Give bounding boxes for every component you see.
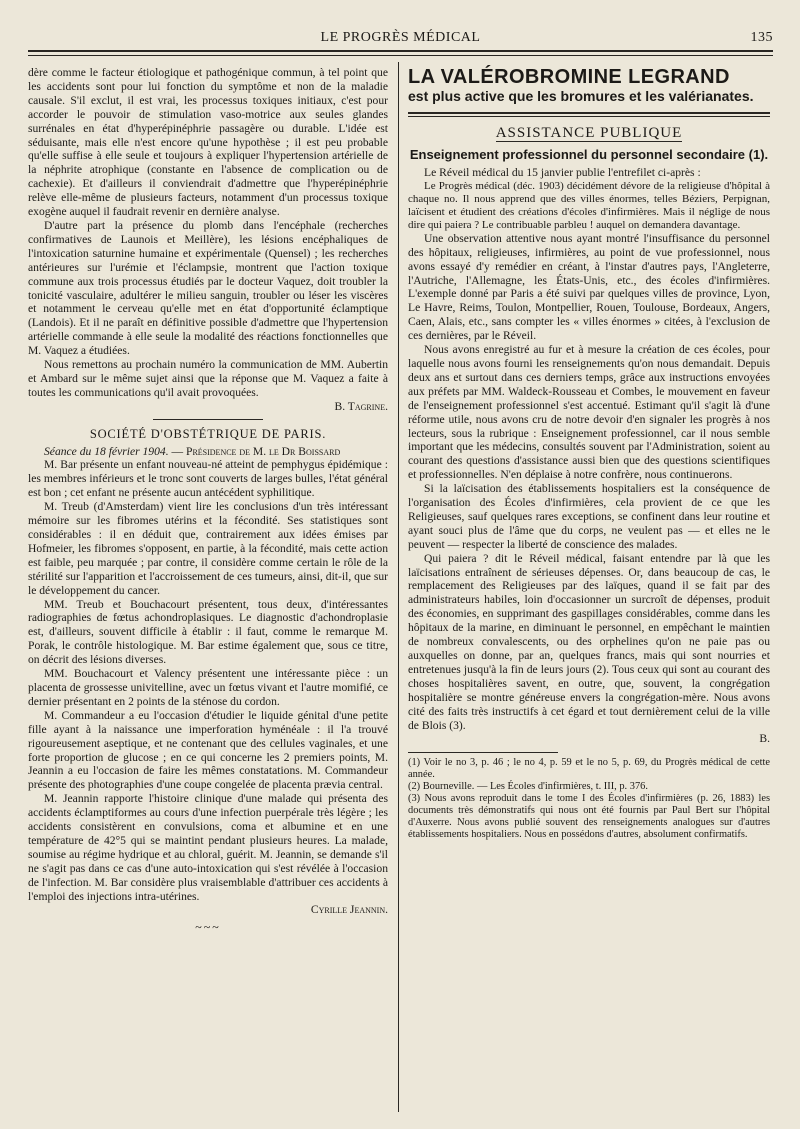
- right-column: [408, 66, 770, 841]
- paragraph: Le Réveil médical du 15 janvier publie l'entrefilet ci-après :: [424, 165, 701, 179]
- paragraph: M. Treub (d'Amsterdam) vient lire les conclusions d'un très intéressant mémoire sur les fibromes utérins et la fécondité. Ses statistiques sont considérables : il en déduit que, contrairement aux idées émises par Hofmeier, les fibromes s'opposent, en partie, à la fécondité, mais cette action est faible, peu marquée ; par contre, il considère comme certain le rôle de la stérilité sur l'apparition et l'accroissement de ces tumeurs, ainsi, dit-il, que sur le développement du cancer.: [28, 500, 388, 597]
- quoted-excerpt: Le Progrès médical (déc. 1903) décidément dévore de la religieuse d'hôpital à chaque no. Il nous apprend que des villes énormes, telles Béziers, Perpignan, laïcisent et étudient des créations d'écoles d'infirmières. Mais il néglige de nous dire qui paiera ? Le contribuable parbleu ! auquel on demandera davantage.: [408, 179, 770, 231]
- paragraph: Une observation attentive nous ayant montré l'insuffisance du personnel des hôpitaux, religieuses, infirmières, au point de vue professionnel, nous avons essayé d'y remédier en créant, à l'instar d'autres pays, l'Angleterre, l'Autriche, l'Allemagne, les États-Unis, etc., des écoles d'infirmières. L'exemple donné par Paris a été suivi par quelques villes de province, Lyon, Le Havre, Reims, Toulon, Montpellier, Rouen, Toulouse, Bordeaux, Angers, Caen, Alais, etc., sans compter les « villes énormes » citées, à l'exclusion de ces dernières, par le Réveil.: [408, 231, 770, 343]
- advertisement: [408, 66, 770, 104]
- section-title: [408, 127, 770, 141]
- footnote: (3) Nous avons reproduit dans le tome I des Écoles d'infirmières (p. 26, 1883) les documents très démonstratifs qui nous ont été fournis par Paul Bert sur l'hôpital d'Auxerre. Nous avons publié souvent des renseignements analogues sur d'autres établissements hospitaliers. Nous en possédons d'autres, absolument confirmatifs.: [408, 793, 770, 841]
- signature: B. Tagrine.: [334, 399, 388, 413]
- header-rule-thin: [28, 55, 773, 56]
- ad-rule: [408, 112, 770, 114]
- footnote: (2) Bourneville. — Les Écoles d'infirmières, t. III, p. 376.: [408, 781, 648, 793]
- left-column: [28, 66, 388, 935]
- subsection-title: Enseignement professionnel du personnel secondaire (1).: [409, 146, 769, 162]
- column-separator: [398, 62, 399, 1112]
- paragraph: Nous avons enregistré au fur et à mesure la création de ces écoles, pour laquelle nous avons fourni les renseignements qu'on nous demandait. Depuis deux ans et surtout dans ces derniers temps, grâce aux instructions envoyées aux préfets par MM. Waldeck-Rousseau et Combes, le mouvement en faveur de l'enseignement professionnel s'est accentué. Estimant qu'il s'agit là d'une réforme utile, nous avons cru de notre devoir d'en signaler les progrès à nos lecteurs, sous la rubrique : Enseignement professionnel, car il nous semble important que les médecins, consultés souvent par l'Administration, soient au courant des questions d'assistance aussi bien que des questions scientifiques et professionnelles. N'en déplaise à notre confrère, nous continuerons.: [408, 343, 770, 482]
- paragraph: dère comme le facteur étiologique et pathogénique commun, à tel point que les accidents sont pour lui fonction du symptôme et non de la maladie causale. S'il exclut, il est vrai, les processus toxiques initiaux, c'est pour accorder le pouvoir de stimulation vaso-motrice aux seules glandes surrénales en état d'hyperépinéphrie passagère ou durable. L'idée est séduisante, mais elle n'est encore qu'une hypothèse ; il est peu probable qu'elle suffise à elle seule et toujours à expliquer l'hypertension artérielle de la néphrite atrophique (constante en l'absence de complication ou de cachexie). Et d'ailleurs il conviendrait d'admettre que l'hyperépinéphrie relève elle-même de plusieurs facteurs, notamment d'un processus toxique exogène auquel il faudrait revenir en dernière analyse.: [28, 66, 388, 219]
- session-line: [28, 445, 388, 459]
- session-president: — Présidence de M. le Dr Boissard: [168, 444, 341, 458]
- ad-title: LA VALÉROBROMINE LEGRAND: [408, 66, 730, 88]
- paragraph: Si la laïcisation des établissements hospitaliers est la conséquence de l'organisation des Écoles d'infirmières, cela provient de ce que les Religieuses, sauf quelques rares exceptions, se confinent dans leur routine et ayant souci plus de l'âme que du corps, ne veulent pas — et elles ne le peuvent — respecter la liberté de conscience des malades.: [408, 482, 770, 551]
- paragraph: M. Jeannin rapporte l'histoire clinique d'une malade qui présenta des accidents éclamptiformes au cours d'une infection puerpérale très légère ; les accidents consistèrent en convulsions, coma et albumine et en une température de 42°5 qui se maintint pendant plusieurs heures. La malade, soumise au régime hydrique et au chloral, guérit. M. Jeannin, se demande s'il ne s'agit pas dans ce cas d'une auto-intoxication qui s'est révélée à l'occasion de l'infection. M. Bar considère plus vraisemblable d'attribuer ces accidents à l'emploi des injections intra-utérines.: [28, 792, 388, 903]
- session-date: Séance du 18 février 1904.: [44, 444, 169, 458]
- paragraph: Qui paiera ? dit le Réveil médical, faisant entendre par là que les laïcisations entraînent de sérieuses dépenses. Or, dans beaucoup de cas, le remplacement des Religieuses par des laïques, quand il se fait par des administrateurs habiles, loin d'occasionner un surcroît de dépenses, produit des économies, en supprimant des gaspillages considérables, comme dans les hôpitaux de la marine, en diminuant le personnel, en empêchant le maintien de nombreux convalescents, ou des orphelines qu'on ne paie pas ou auxquelles on donne, par an, quelques francs, mais qui sont nourries et entretenues jusqu'à la fin de leurs jours (2). Tous ceux qui sont au courant des choses hospitalières savent, en outre, que, souvent, la congrégation hospitalière se montre généreuse envers la congrégation-mère. Nous avons cité des faits très instructifs à cet égard et tout dernièrement celui de la ville de Blois (3).: [408, 551, 770, 732]
- ad-rule-thin: [408, 116, 770, 117]
- ad-subtitle: est plus active que les bromures et les valérianates.: [408, 88, 754, 104]
- signature: B.: [759, 732, 770, 746]
- running-header: [28, 26, 773, 48]
- section-title-text: ASSISTANCE PUBLIQUE: [495, 125, 683, 141]
- society-title: SOCIÉTÉ D'OBSTÉTRIQUE DE PARIS.: [89, 426, 327, 441]
- paragraph: MM. Bouchacourt et Valency présentent une intéressante pièce : un placenta de grossesse univitelline, avec un fœtus vivant et l'autre momifié, ce dernier présentant en 2 points de la sténose du cordon.: [28, 667, 388, 708]
- page-number: 135: [750, 30, 773, 45]
- paragraph: M. Commandeur a eu l'occasion d'étudier le liquide génital d'une petite fille ayant à la naissance une imperforation hyménéale : il l'a trouvé rigoureusement aseptique, et ne contenant que des cellules vaginales, et une forte proportion de glucose ; en ce qui concerne les 2 premiers points, M. Jeannin a eu l'occasion de faire les mêmes constatations. M. Commandeur présente des photographies d'une coupe congelée de placenta prævia central.: [28, 708, 388, 792]
- footnote: (1) Voir le no 3, p. 46 ; le no 4, p. 59 et le no 5, p. 69, du Progrès médical de cette année.: [408, 757, 770, 781]
- paragraph: M. Bar présente un enfant nouveau-né atteint de pemphygus épidémique : les membres inférieurs et le tronc sont couverts de larges bulles, l'état général est bon ; cet enfant ne présente aucun antécédent syphilitique.: [28, 458, 388, 500]
- section-divider: [153, 419, 263, 420]
- signature: Cyrille Jeannin.: [310, 903, 388, 917]
- header-rule: [28, 50, 773, 52]
- paragraph: Nous remettons au prochain numéro la communication de MM. Aubertin et Ambard sur le même sujet ainsi que la réponse que M. Vaquez a faite à toutes les communications qu'il avait provoquées.: [28, 358, 388, 399]
- journal-title: LE PROGRÈS MÉDICAL: [320, 30, 481, 45]
- paragraph: D'autre part la présence du plomb dans l'encéphale (recherches confirmatives de Launois et Meillère), les lésions encéphaliques de l'intoxication saturnine humaine et expérimentale (Quensel) ; les recherches antérieures sur l'urémie et l'éclampsie, montrent que l'action toxique commune aux trois processus étudiés par le docteur Vaquez, doit troubler la tonicité vasculaire, adultérer le milieu sanguin, troubler ou léser les viscères et notamment le cerveau qu'elle met en état d'opportunité éclamptique (Landois). Et il ne paraît en définitive possible d'admettre que l'hypertension artérielle commande à elle seule la modalité des réactions fonctionnelles que M. Vaquez a étudiées.: [28, 218, 388, 358]
- end-flourish: ~~~: [195, 920, 221, 935]
- paragraph: MM. Treub et Bouchacourt présentent, tous deux, d'intéressantes radiographies de fœtus achondroplasiques. Le diagnostic d'achondroplasie est, d'ailleurs, souvent difficile à établir : il faut, comme le remarque M. Porak, le contrôle histologique. M. Bar estime également que, sous ce titre, on décrit des lésions diverses.: [28, 597, 388, 667]
- footnote-rule: [408, 752, 558, 753]
